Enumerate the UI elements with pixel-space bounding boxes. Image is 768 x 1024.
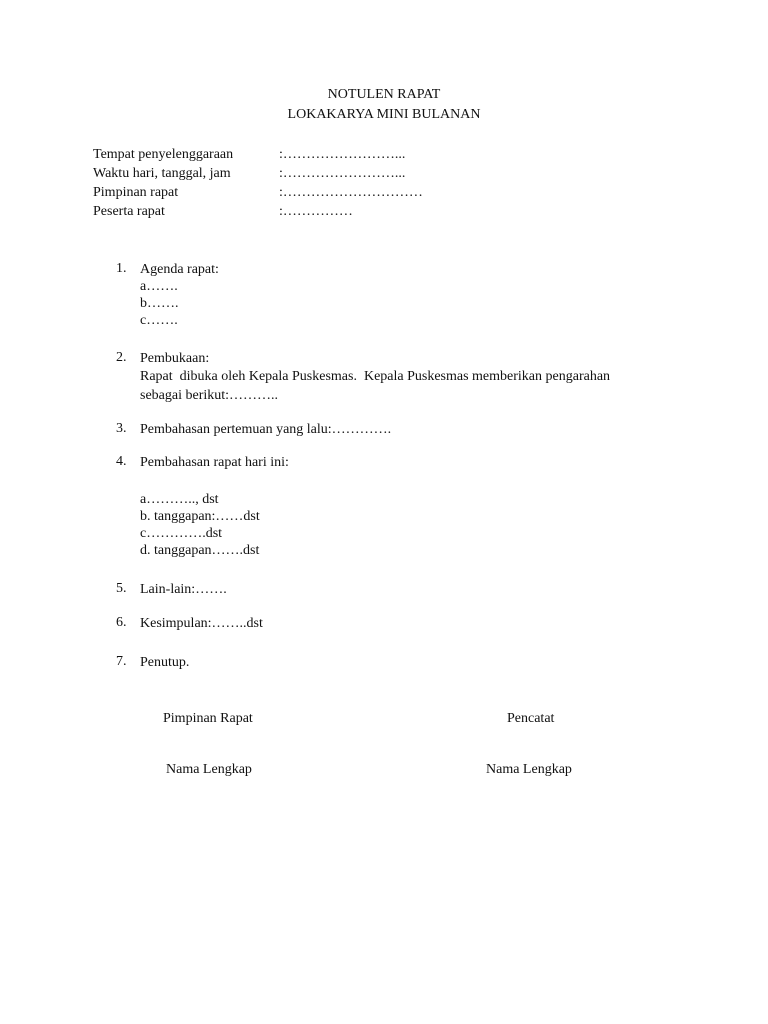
item-text: Rapat dibuka oleh Kepala Puskesmas. Kepala Puskesmas memberikan pengarahan: [140, 369, 611, 384]
item-heading: Pembukaan:: [140, 351, 210, 366]
document-title: NOTULEN RAPAT: [327, 87, 441, 102]
signature-name-recorder: Nama Lengkap: [486, 762, 572, 777]
item-heading: Pembahasan pertemuan yang lalu:………….: [140, 422, 392, 437]
item-number: 7.: [116, 654, 127, 669]
sub-item: b. tanggapan:……dst: [140, 509, 260, 524]
item-heading: Lain-lain:…….: [140, 582, 227, 597]
signature-name-chair: Nama Lengkap: [166, 762, 252, 777]
info-row-participants: [93, 202, 423, 221]
info-value: :……………: [279, 204, 353, 219]
sub-item: d. tanggapan…….dst: [140, 543, 260, 558]
signature-role-chair: Pimpinan Rapat: [163, 711, 253, 726]
item-body: [140, 421, 700, 438]
meeting-info-block: [93, 145, 423, 221]
sub-item: a……….., dst: [140, 492, 219, 507]
spacer: [140, 471, 700, 491]
info-label: Tempat penyelenggaraan: [93, 147, 234, 162]
item-body: [140, 350, 700, 405]
item-heading: Penutup.: [140, 655, 190, 670]
info-label: Waktu hari, tanggal, jam: [93, 166, 231, 181]
item-number: 4.: [116, 454, 127, 469]
document-subtitle: LOKAKARYA MINI BULANAN: [287, 107, 481, 122]
info-row-datetime: [93, 164, 423, 183]
item-heading: Pembahasan rapat hari ini:: [140, 455, 289, 470]
info-row-location: [93, 145, 423, 164]
info-label: Pimpinan rapat: [93, 185, 179, 200]
item-body: [140, 654, 700, 671]
item-heading: Agenda rapat:: [140, 262, 219, 277]
item-body: [140, 615, 700, 632]
sub-item: c…….: [140, 313, 178, 328]
info-label: Peserta rapat: [93, 204, 165, 219]
sub-item: a…….: [140, 279, 178, 294]
sub-item: c………….dst: [140, 526, 223, 541]
info-value: :…………………………: [279, 185, 423, 200]
info-value: :……………………...: [279, 147, 406, 162]
item-heading: Kesimpulan:……..dst: [140, 616, 263, 631]
info-value: :……………………...: [279, 166, 406, 181]
item-text: sebagai berikut:………..: [140, 388, 279, 403]
item-number: 1.: [116, 261, 127, 276]
item-number: 6.: [116, 615, 127, 630]
item-body: [140, 581, 700, 598]
item-body: [140, 261, 700, 329]
item-number: 5.: [116, 581, 127, 596]
item-number: 3.: [116, 421, 127, 436]
item-number: 2.: [116, 350, 127, 365]
sub-item: b…….: [140, 296, 179, 311]
item-body: [140, 454, 700, 559]
signature-role-recorder: Pencatat: [507, 711, 555, 726]
info-row-chair: [93, 183, 423, 202]
